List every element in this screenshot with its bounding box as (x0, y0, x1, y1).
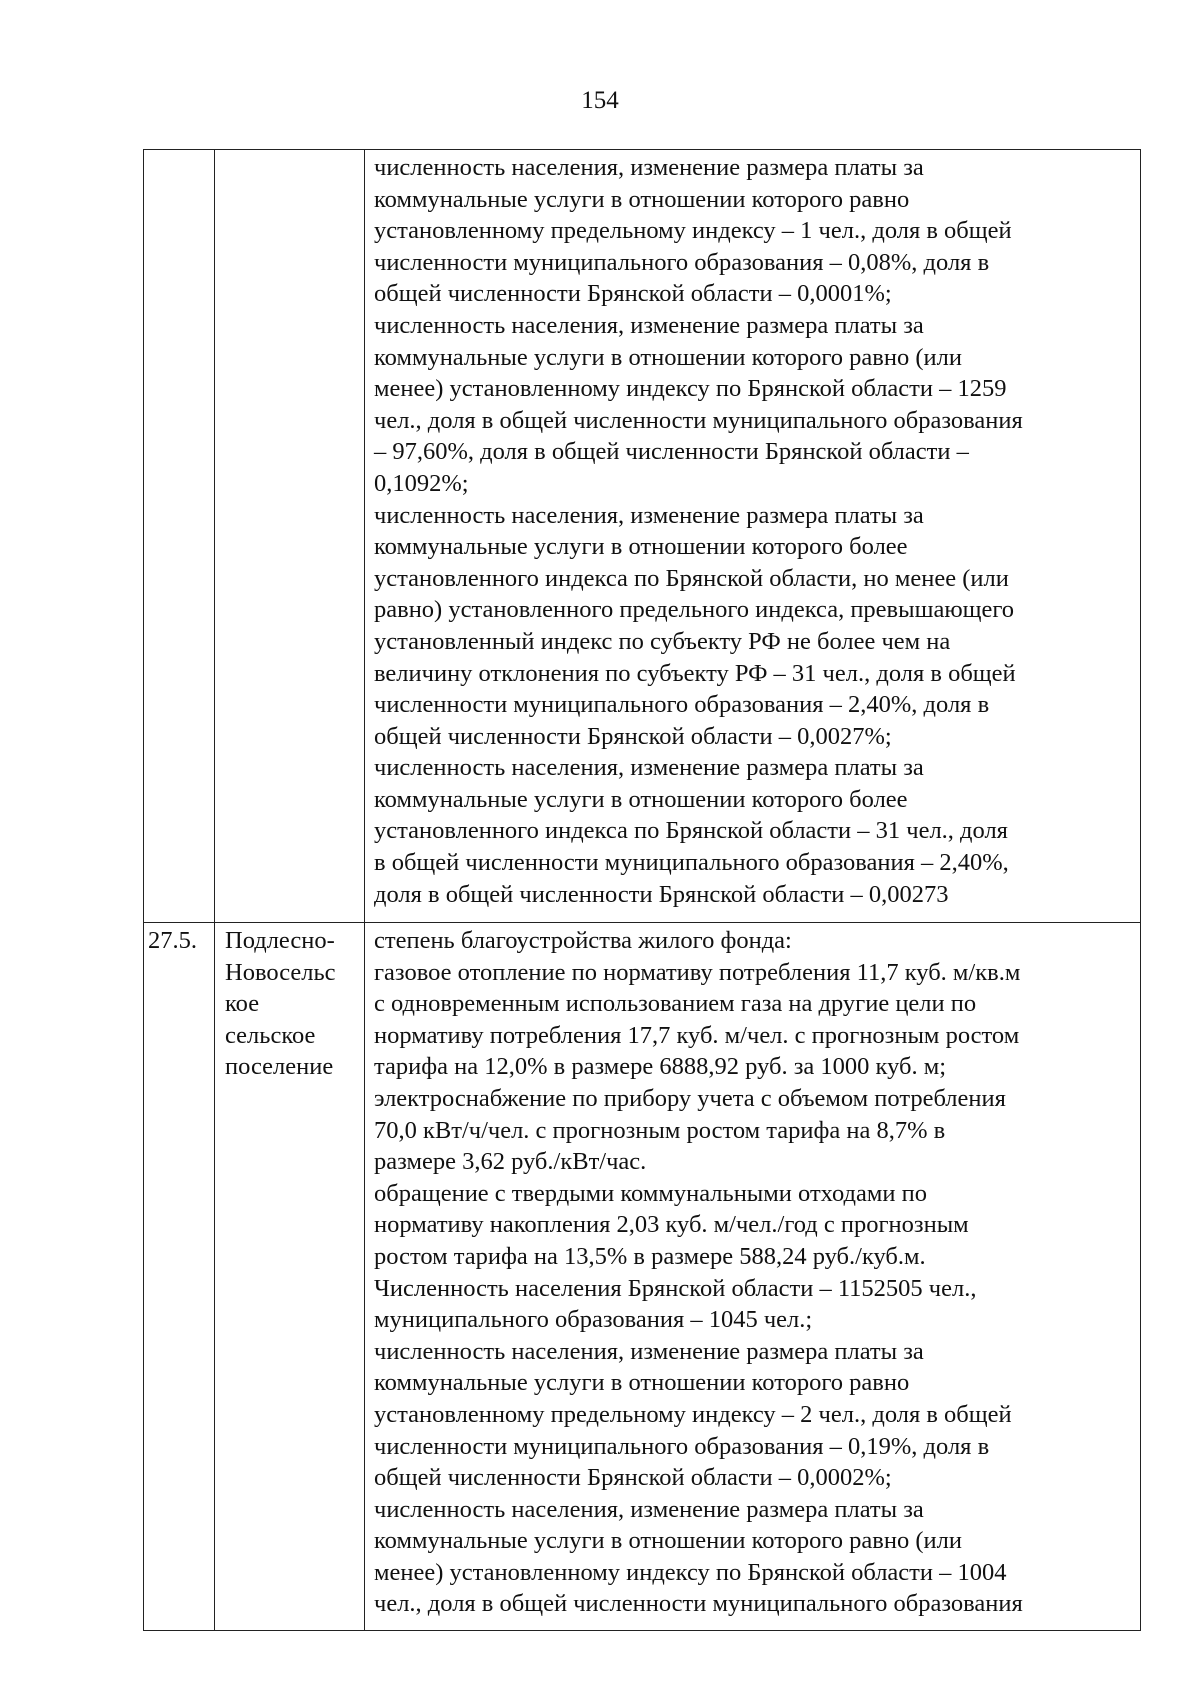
text-line: общей численности Брянской области – 0,0027%; (374, 722, 892, 750)
text-line: численность населения, изменение размера платы за (374, 501, 924, 529)
text-line: менее) установленному индексу по Брянской области – 1259 (374, 375, 1007, 403)
text-line: коммунальные услуги в отношении которого более (374, 785, 908, 813)
text-line: численности муниципального образования – 0,08%, доля в (374, 248, 990, 276)
text-line: в общей численности муниципального образования – 2,40%, (374, 849, 1009, 877)
text-line: нормативу потребления 17,7 куб. м/чел. с прогнозным ростом (374, 1021, 1020, 1049)
table-row (144, 923, 1141, 1631)
table-row (144, 150, 1141, 923)
name-line: сельское (225, 1021, 316, 1049)
text-line: тарифа на 12,0% в размере 6888,92 руб. за 1000 куб. м; (374, 1053, 947, 1081)
page-number: 154 (581, 87, 619, 114)
text-line: электроснабжение по прибору учета с объемом потребления (374, 1084, 1006, 1112)
text-line: численность населения, изменение размера платы за (374, 1495, 924, 1523)
text-line: – 97,60%, доля в общей численности Брянской области – (374, 438, 969, 466)
name-line: кое (225, 990, 260, 1018)
text-line: обращение с твердыми коммунальными отходами по (374, 1179, 927, 1207)
text-line: общей численности Брянской области – 0,0001%; (374, 280, 892, 308)
document-table (143, 149, 1141, 1631)
text-line: численности муниципального образования – 2,40%, доля в (374, 691, 990, 719)
municipality-name-cell (215, 150, 365, 923)
text-line: с одновременным использованием газа на другие цели по (374, 990, 977, 1018)
text-line: Численность населения Брянской области – 1152505 чел., (374, 1274, 977, 1302)
text-line: чел., доля в общей численности муниципального образования (374, 406, 1023, 434)
text-line: коммунальные услуги в отношении которого более (374, 533, 908, 561)
text-line: равно) установленного предельного индекса, превышающего (374, 596, 1015, 624)
text-line: установленного индекса по Брянской области, но менее (или (374, 564, 1009, 592)
text-line: общей численности Брянской области – 0,0002%; (374, 1464, 892, 1492)
text-line: численность населения, изменение размера платы за (374, 754, 924, 782)
text-line: коммунальные услуги в отношении которого равно (или (374, 1527, 962, 1555)
text-line: коммунальные услуги в отношении которого равно (или (374, 343, 962, 371)
text-line: ростом тарифа на 13,5% в размере 588,24 руб./куб.м. (374, 1242, 926, 1270)
text-line: установленного индекса по Брянской области – 31 чел., доля (374, 817, 1008, 845)
text-line: коммунальные услуги в отношении которого равно (374, 185, 910, 213)
municipality-name-cell (215, 923, 365, 1631)
text-line: размере 3,62 руб./кВт/час. (374, 1148, 647, 1176)
text-line: муниципального образования – 1045 чел.; (374, 1306, 813, 1334)
row-number-cell (144, 150, 215, 923)
text-line: газовое отопление по нормативу потребления 11,7 куб. м/кв.м (374, 958, 1021, 986)
text-line: установленному предельному индексу – 2 чел., доля в общей (374, 1400, 1012, 1428)
description-cell (365, 150, 1141, 923)
name-line: Новосельс (225, 958, 336, 986)
text-line: установленный индекс по субъекту РФ не более чем на (374, 627, 951, 655)
text-line: коммунальные услуги в отношении которого равно (374, 1369, 910, 1397)
text-line: величину отклонения по субъекту РФ – 31 чел., доля в общей (374, 659, 1016, 687)
text-line: чел., доля в общей численности муниципального образования (374, 1590, 1023, 1618)
text-line: 70,0 кВт/ч/чел. с прогнозным ростом тарифа на 8,7% в (374, 1116, 946, 1144)
text-line: нормативу накопления 2,03 куб. м/чел./год с прогнозным (374, 1211, 969, 1239)
row-number-cell: 27.5. (144, 923, 215, 1631)
description-cell (365, 923, 1141, 1631)
text-line: численность населения, изменение размера платы за (374, 154, 924, 181)
text-line: численности муниципального образования – 0,19%, доля в (374, 1432, 990, 1460)
text-line: доля в общей численности Брянской области – 0,00273 (374, 880, 949, 908)
text-line: численность населения, изменение размера платы за (374, 311, 924, 339)
name-line: поселение (225, 1053, 334, 1081)
text-line: 0,1092%; (374, 469, 469, 497)
text-line: численность населения, изменение размера платы за (374, 1337, 924, 1365)
text-line: установленному предельному индексу – 1 чел., доля в общей (374, 217, 1012, 245)
name-line: Подлесно- (225, 927, 335, 954)
text-line: степень благоустройства жилого фонда: (374, 927, 792, 954)
text-line: менее) установленному индексу по Брянской области – 1004 (374, 1558, 1007, 1586)
